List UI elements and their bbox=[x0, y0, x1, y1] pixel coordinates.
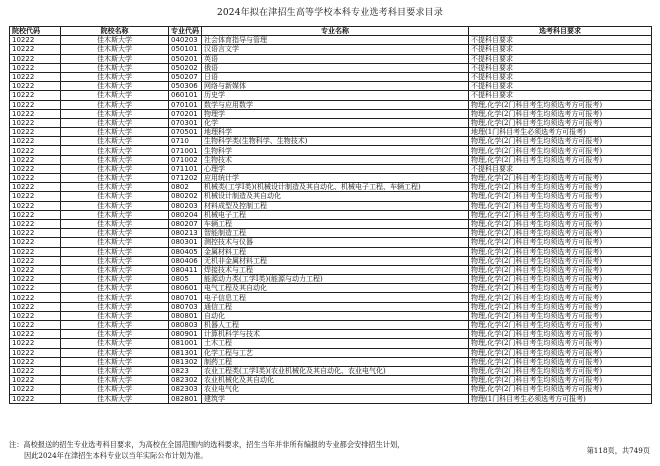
table-row bbox=[10, 100, 652, 109]
subject-requirement-cell: 物理,化学(2门科目考生均须选考方可报考) bbox=[469, 210, 652, 219]
subject-requirement-cell: 物理,化学(2门科目考生均须选考方可报考) bbox=[469, 256, 652, 265]
subject-requirement-cell: 物理,化学(2门科目考生均须选考方可报考) bbox=[469, 339, 652, 348]
subject-requirement-cell: 物理,化学(2门科目考生均须选考方可报考) bbox=[469, 229, 652, 238]
table-row bbox=[10, 118, 652, 127]
school-code-cell: 10222 bbox=[10, 339, 61, 348]
header-subject-requirement: 选考科目要求 bbox=[469, 27, 652, 36]
header-school-name: 院校名称 bbox=[61, 27, 169, 36]
major-name-cell: 通信工程 bbox=[202, 302, 469, 311]
school-code-cell: 10222 bbox=[10, 155, 61, 164]
table-row bbox=[10, 275, 652, 284]
major-name-cell: 化学工程与工艺 bbox=[202, 348, 469, 357]
subject-requirement-cell: 物理,化学(2门科目考生均须选考方可报考) bbox=[469, 302, 652, 311]
school-code-cell: 10222 bbox=[10, 45, 61, 54]
table-row bbox=[10, 45, 652, 54]
major-code-cell: 070201 bbox=[169, 109, 202, 118]
major-name-cell: 日语 bbox=[202, 72, 469, 81]
major-code-cell: 080405 bbox=[169, 247, 202, 256]
header-major-code: 专业代码 bbox=[169, 27, 202, 36]
subject-requirement-cell: 不提科目要求 bbox=[469, 72, 652, 81]
school-code-cell: 10222 bbox=[10, 238, 61, 247]
major-name-cell: 应用统计学 bbox=[202, 174, 469, 183]
school-code-cell: 10222 bbox=[10, 275, 61, 284]
major-code-cell: 0802 bbox=[169, 183, 202, 192]
major-code-cell: 050101 bbox=[169, 45, 202, 54]
school-code-cell: 10222 bbox=[10, 164, 61, 173]
school-name-cell: 佳木斯大学 bbox=[61, 311, 169, 320]
school-name-cell: 佳木斯大学 bbox=[61, 247, 169, 256]
major-name-cell: 俄语 bbox=[202, 63, 469, 72]
major-name-cell: 心理学 bbox=[202, 164, 469, 173]
major-name-cell: 测控技术与仪器 bbox=[202, 238, 469, 247]
table-row bbox=[10, 256, 652, 265]
subject-requirement-cell: 物理,化学(2门科目考生均须选考方可报考) bbox=[469, 247, 652, 256]
major-code-cell: 080213 bbox=[169, 229, 202, 238]
school-code-cell: 10222 bbox=[10, 146, 61, 155]
major-name-cell: 生物科学 bbox=[202, 146, 469, 155]
major-code-cell: 070501 bbox=[169, 128, 202, 137]
school-code-cell: 10222 bbox=[10, 311, 61, 320]
table-row bbox=[10, 229, 652, 238]
subject-requirement-cell: 物理,化学(2门科目考生均须选考方可报考) bbox=[469, 118, 652, 127]
table-row bbox=[10, 36, 652, 45]
major-code-cell: 081301 bbox=[169, 348, 202, 357]
school-code-cell: 10222 bbox=[10, 256, 61, 265]
school-name-cell: 佳木斯大学 bbox=[61, 357, 169, 366]
school-name-cell: 佳木斯大学 bbox=[61, 394, 169, 403]
table-row bbox=[10, 330, 652, 339]
major-code-cell: 081001 bbox=[169, 339, 202, 348]
school-name-cell: 佳木斯大学 bbox=[61, 366, 169, 375]
major-name-cell: 无机非金属材料工程 bbox=[202, 256, 469, 265]
subject-requirement-cell: 物理,化学(2门科目考生均须选考方可报考) bbox=[469, 321, 652, 330]
subject-requirement-cell: 物理,化学(2门科目考生均须选考方可报考) bbox=[469, 293, 652, 302]
school-code-cell: 10222 bbox=[10, 109, 61, 118]
school-name-cell: 佳木斯大学 bbox=[61, 91, 169, 100]
major-code-cell: 050202 bbox=[169, 63, 202, 72]
school-name-cell: 佳木斯大学 bbox=[61, 302, 169, 311]
school-code-cell: 10222 bbox=[10, 394, 61, 403]
major-code-cell: 071002 bbox=[169, 155, 202, 164]
major-code-cell: 082303 bbox=[169, 385, 202, 394]
major-code-cell: 0710 bbox=[169, 137, 202, 146]
school-code-cell: 10222 bbox=[10, 330, 61, 339]
major-name-cell: 焊接技术与工程 bbox=[202, 265, 469, 274]
major-code-cell: 050201 bbox=[169, 54, 202, 63]
major-code-cell: 071001 bbox=[169, 146, 202, 155]
school-code-cell: 10222 bbox=[10, 385, 61, 394]
major-name-cell: 金属材料工程 bbox=[202, 247, 469, 256]
subject-requirement-cell: 物理,化学(2门科目考生均须选考方可报考) bbox=[469, 366, 652, 375]
table-row bbox=[10, 192, 652, 201]
major-code-cell: 070101 bbox=[169, 100, 202, 109]
school-name-cell: 佳木斯大学 bbox=[61, 238, 169, 247]
table-row bbox=[10, 219, 652, 228]
school-name-cell: 佳木斯大学 bbox=[61, 284, 169, 293]
table-row bbox=[10, 174, 652, 183]
school-code-cell: 10222 bbox=[10, 247, 61, 256]
school-name-cell: 佳木斯大学 bbox=[61, 219, 169, 228]
major-code-cell: 080701 bbox=[169, 293, 202, 302]
subject-requirement-cell: 物理,化学(2门科目考生均须选考方可报考) bbox=[469, 284, 652, 293]
school-name-cell: 佳木斯大学 bbox=[61, 63, 169, 72]
table-row bbox=[10, 82, 652, 91]
subject-requirement-cell: 物理,化学(2门科目考生均须选考方可报考) bbox=[469, 192, 652, 201]
subject-requirement-cell: 物理,化学(2门科目考生均须选考方可报考) bbox=[469, 219, 652, 228]
major-name-cell: 车辆工程 bbox=[202, 219, 469, 228]
major-name-cell: 土木工程 bbox=[202, 339, 469, 348]
school-name-cell: 佳木斯大学 bbox=[61, 256, 169, 265]
major-code-cell: 0823 bbox=[169, 366, 202, 375]
major-name-cell: 化学 bbox=[202, 118, 469, 127]
table-row bbox=[10, 183, 652, 192]
subject-requirement-cell: 物理,化学(2门科目考生均须选考方可报考) bbox=[469, 146, 652, 155]
major-code-cell: 080703 bbox=[169, 302, 202, 311]
major-name-cell: 农业机械化及其自动化 bbox=[202, 376, 469, 385]
table-row bbox=[10, 366, 652, 375]
school-name-cell: 佳木斯大学 bbox=[61, 137, 169, 146]
school-name-cell: 佳木斯大学 bbox=[61, 36, 169, 45]
school-code-cell: 10222 bbox=[10, 366, 61, 375]
school-name-cell: 佳木斯大学 bbox=[61, 100, 169, 109]
school-code-cell: 10222 bbox=[10, 321, 61, 330]
school-code-cell: 10222 bbox=[10, 137, 61, 146]
table-row bbox=[10, 137, 652, 146]
major-code-cell: 071101 bbox=[169, 164, 202, 173]
major-name-cell: 机械电子工程 bbox=[202, 210, 469, 219]
subject-requirement-cell: 物理,化学(2门科目考生均须选考方可报考) bbox=[469, 137, 652, 146]
school-code-cell: 10222 bbox=[10, 357, 61, 366]
major-code-cell: 082302 bbox=[169, 376, 202, 385]
table-row bbox=[10, 155, 652, 164]
school-code-cell: 10222 bbox=[10, 183, 61, 192]
school-code-cell: 10222 bbox=[10, 128, 61, 137]
major-code-cell: 050207 bbox=[169, 72, 202, 81]
subject-requirement-cell: 物理(1门科目考生必须选考方可报考) bbox=[469, 394, 652, 403]
major-code-cell: 080204 bbox=[169, 210, 202, 219]
table-row bbox=[10, 348, 652, 357]
school-code-cell: 10222 bbox=[10, 265, 61, 274]
table-row bbox=[10, 376, 652, 385]
school-code-cell: 10222 bbox=[10, 284, 61, 293]
major-name-cell: 历史学 bbox=[202, 91, 469, 100]
major-name-cell: 汉语言文学 bbox=[202, 45, 469, 54]
major-name-cell: 生物技术 bbox=[202, 155, 469, 164]
header-major-name: 专业名称 bbox=[202, 27, 469, 36]
major-code-cell: 080203 bbox=[169, 201, 202, 210]
major-name-cell: 电气工程及其自动化 bbox=[202, 284, 469, 293]
table-row bbox=[10, 247, 652, 256]
major-name-cell: 机械设计制造及其自动化 bbox=[202, 192, 469, 201]
major-code-cell: 081302 bbox=[169, 357, 202, 366]
table-header-row bbox=[10, 27, 652, 36]
school-name-cell: 佳木斯大学 bbox=[61, 109, 169, 118]
major-name-cell: 计算机科学与技术 bbox=[202, 330, 469, 339]
table-row bbox=[10, 394, 652, 403]
school-name-cell: 佳木斯大学 bbox=[61, 321, 169, 330]
school-code-cell: 10222 bbox=[10, 229, 61, 238]
subject-requirement-cell: 物理,化学(2门科目考生均须选考方可报考) bbox=[469, 275, 652, 284]
major-name-cell: 网络与新媒体 bbox=[202, 82, 469, 91]
school-code-cell: 10222 bbox=[10, 118, 61, 127]
major-name-cell: 智能制造工程 bbox=[202, 229, 469, 238]
major-code-cell: 080301 bbox=[169, 238, 202, 247]
school-name-cell: 佳木斯大学 bbox=[61, 330, 169, 339]
subject-requirement-cell: 不提科目要求 bbox=[469, 82, 652, 91]
table-row bbox=[10, 128, 652, 137]
subject-requirement-cell: 物理,化学(2门科目考生均须选考方可报考) bbox=[469, 385, 652, 394]
header-school-code: 院校代码 bbox=[10, 27, 61, 36]
subject-requirement-cell: 物理,化学(2门科目考生均须选考方可报考) bbox=[469, 348, 652, 357]
school-code-cell: 10222 bbox=[10, 192, 61, 201]
subject-requirement-cell: 物理,化学(2门科目考生均须选考方可报考) bbox=[469, 376, 652, 385]
major-code-cell: 080207 bbox=[169, 219, 202, 228]
footnote-line-1: 注：高校报送的招生专业选考科目要求，为高校在全国范围内的选科要求，招生当年并非所有编报的专业都会安排招生计划， bbox=[9, 440, 405, 449]
major-code-cell: 080601 bbox=[169, 284, 202, 293]
table-row bbox=[10, 146, 652, 155]
school-code-cell: 10222 bbox=[10, 36, 61, 45]
major-name-cell: 机械类(工学I类)(机械设计制造及其自动化、机械电子工程、车辆工程) bbox=[202, 183, 469, 192]
table-row bbox=[10, 302, 652, 311]
major-name-cell: 地理科学 bbox=[202, 128, 469, 137]
major-code-cell: 040203 bbox=[169, 36, 202, 45]
school-name-cell: 佳木斯大学 bbox=[61, 275, 169, 284]
school-code-cell: 10222 bbox=[10, 219, 61, 228]
major-code-cell: 050306 bbox=[169, 82, 202, 91]
school-name-cell: 佳木斯大学 bbox=[61, 265, 169, 274]
school-name-cell: 佳木斯大学 bbox=[61, 164, 169, 173]
school-code-cell: 10222 bbox=[10, 100, 61, 109]
major-code-cell: 080803 bbox=[169, 321, 202, 330]
major-code-cell: 080801 bbox=[169, 311, 202, 320]
school-code-cell: 10222 bbox=[10, 91, 61, 100]
school-code-cell: 10222 bbox=[10, 72, 61, 81]
major-code-cell: 0805 bbox=[169, 275, 202, 284]
school-name-cell: 佳木斯大学 bbox=[61, 155, 169, 164]
major-code-cell: 070301 bbox=[169, 118, 202, 127]
school-code-cell: 10222 bbox=[10, 54, 61, 63]
subject-requirement-cell: 物理,化学(2门科目考生均须选考方可报考) bbox=[469, 265, 652, 274]
page-title: 2024年拟在津招生高等学校本科专业选考科目要求目录 bbox=[216, 8, 444, 18]
major-name-cell: 社会体育指导与管理 bbox=[202, 36, 469, 45]
subject-requirement-cell: 物理,化学(2门科目考生均须选考方可报考) bbox=[469, 238, 652, 247]
school-code-cell: 10222 bbox=[10, 293, 61, 302]
school-code-cell: 10222 bbox=[10, 302, 61, 311]
table-row bbox=[10, 293, 652, 302]
school-name-cell: 佳木斯大学 bbox=[61, 183, 169, 192]
school-name-cell: 佳木斯大学 bbox=[61, 348, 169, 357]
major-name-cell: 农业电气化 bbox=[202, 385, 469, 394]
major-code-cell: 082801 bbox=[169, 394, 202, 403]
subject-requirement-cell: 地理(1门科目考生必须选考方可报考) bbox=[469, 128, 652, 137]
school-name-cell: 佳木斯大学 bbox=[61, 201, 169, 210]
subject-requirement-cell: 不提科目要求 bbox=[469, 91, 652, 100]
major-code-cell: 080901 bbox=[169, 330, 202, 339]
subject-requirement-cell: 物理,化学(2门科目考生均须选考方可报考) bbox=[469, 100, 652, 109]
school-name-cell: 佳木斯大学 bbox=[61, 118, 169, 127]
table-row bbox=[10, 238, 652, 247]
table-body bbox=[10, 36, 652, 404]
school-name-cell: 佳木斯大学 bbox=[61, 293, 169, 302]
subject-requirement-cell: 物理,化学(2门科目考生均须选考方可报考) bbox=[469, 109, 652, 118]
major-name-cell: 机器人工程 bbox=[202, 321, 469, 330]
subject-requirement-cell: 物理,化学(2门科目考生均须选考方可报考) bbox=[469, 330, 652, 339]
table-row bbox=[10, 210, 652, 219]
table-row bbox=[10, 109, 652, 118]
major-name-cell: 制药工程 bbox=[202, 357, 469, 366]
subject-requirement-cell: 不提科目要求 bbox=[469, 63, 652, 72]
major-name-cell: 数学与应用数学 bbox=[202, 100, 469, 109]
table-row bbox=[10, 91, 652, 100]
table-row bbox=[10, 339, 652, 348]
major-name-cell: 生物科学类(生物科学、生物技术) bbox=[202, 137, 469, 146]
major-code-cell: 080202 bbox=[169, 192, 202, 201]
school-code-cell: 10222 bbox=[10, 174, 61, 183]
school-code-cell: 10222 bbox=[10, 63, 61, 72]
subject-requirement-cell: 物理,化学(2门科目考生均须选考方可报考) bbox=[469, 357, 652, 366]
table-row bbox=[10, 72, 652, 81]
subject-requirement-cell: 不提科目要求 bbox=[469, 36, 652, 45]
major-name-cell: 能源动力类(工学I类)(能源与动力工程) bbox=[202, 275, 469, 284]
footnote-line-2: 因此2024年在津招生本科专业以当年实际公布计划为准。 bbox=[24, 451, 208, 460]
major-name-cell: 材料成型及控制工程 bbox=[202, 201, 469, 210]
school-name-cell: 佳木斯大学 bbox=[61, 45, 169, 54]
school-name-cell: 佳木斯大学 bbox=[61, 174, 169, 183]
school-code-cell: 10222 bbox=[10, 82, 61, 91]
major-code-cell: 071202 bbox=[169, 174, 202, 183]
major-name-cell: 物理学 bbox=[202, 109, 469, 118]
page-indicator: 第118页，共749页 bbox=[586, 446, 650, 455]
school-name-cell: 佳木斯大学 bbox=[61, 192, 169, 201]
school-code-cell: 10222 bbox=[10, 201, 61, 210]
table-row bbox=[10, 54, 652, 63]
major-code-cell: 080406 bbox=[169, 256, 202, 265]
major-name-cell: 建筑学 bbox=[202, 394, 469, 403]
table-row bbox=[10, 265, 652, 274]
school-name-cell: 佳木斯大学 bbox=[61, 229, 169, 238]
school-name-cell: 佳木斯大学 bbox=[61, 385, 169, 394]
table-row bbox=[10, 63, 652, 72]
school-code-cell: 10222 bbox=[10, 210, 61, 219]
table-row bbox=[10, 201, 652, 210]
major-name-cell: 英语 bbox=[202, 54, 469, 63]
school-name-cell: 佳木斯大学 bbox=[61, 210, 169, 219]
school-name-cell: 佳木斯大学 bbox=[61, 54, 169, 63]
table-row bbox=[10, 164, 652, 173]
subject-requirement-cell: 物理,化学(2门科目考生均须选考方可报考) bbox=[469, 201, 652, 210]
school-code-cell: 10222 bbox=[10, 348, 61, 357]
major-name-cell: 自动化 bbox=[202, 311, 469, 320]
major-code-cell: 080411 bbox=[169, 265, 202, 274]
major-name-cell: 电子信息工程 bbox=[202, 293, 469, 302]
subject-requirement-cell: 不提科目要求 bbox=[469, 54, 652, 63]
table-row bbox=[10, 311, 652, 320]
school-name-cell: 佳木斯大学 bbox=[61, 146, 169, 155]
school-name-cell: 佳木斯大学 bbox=[61, 82, 169, 91]
table-row bbox=[10, 385, 652, 394]
major-name-cell: 农业工程类(工学I类)(农业机械化及其自动化、农业电气化) bbox=[202, 366, 469, 375]
school-code-cell: 10222 bbox=[10, 376, 61, 385]
school-name-cell: 佳木斯大学 bbox=[61, 376, 169, 385]
subject-requirement-cell: 不提科目要求 bbox=[469, 45, 652, 54]
subject-requirement-cell: 不提科目要求 bbox=[469, 164, 652, 173]
school-name-cell: 佳木斯大学 bbox=[61, 339, 169, 348]
major-code-cell: 060101 bbox=[169, 91, 202, 100]
subject-requirement-cell: 物理,化学(2门科目考生均须选考方可报考) bbox=[469, 174, 652, 183]
subject-requirements-table bbox=[9, 26, 652, 404]
school-name-cell: 佳木斯大学 bbox=[61, 72, 169, 81]
table-row bbox=[10, 284, 652, 293]
subject-requirement-cell: 物理,化学(2门科目考生均须选考方可报考) bbox=[469, 155, 652, 164]
subject-requirement-cell: 物理,化学(2门科目考生均须选考方可报考) bbox=[469, 311, 652, 320]
school-name-cell: 佳木斯大学 bbox=[61, 128, 169, 137]
subject-requirement-cell: 物理,化学(2门科目考生均须选考方可报考) bbox=[469, 183, 652, 192]
table-row bbox=[10, 357, 652, 366]
table-row bbox=[10, 321, 652, 330]
